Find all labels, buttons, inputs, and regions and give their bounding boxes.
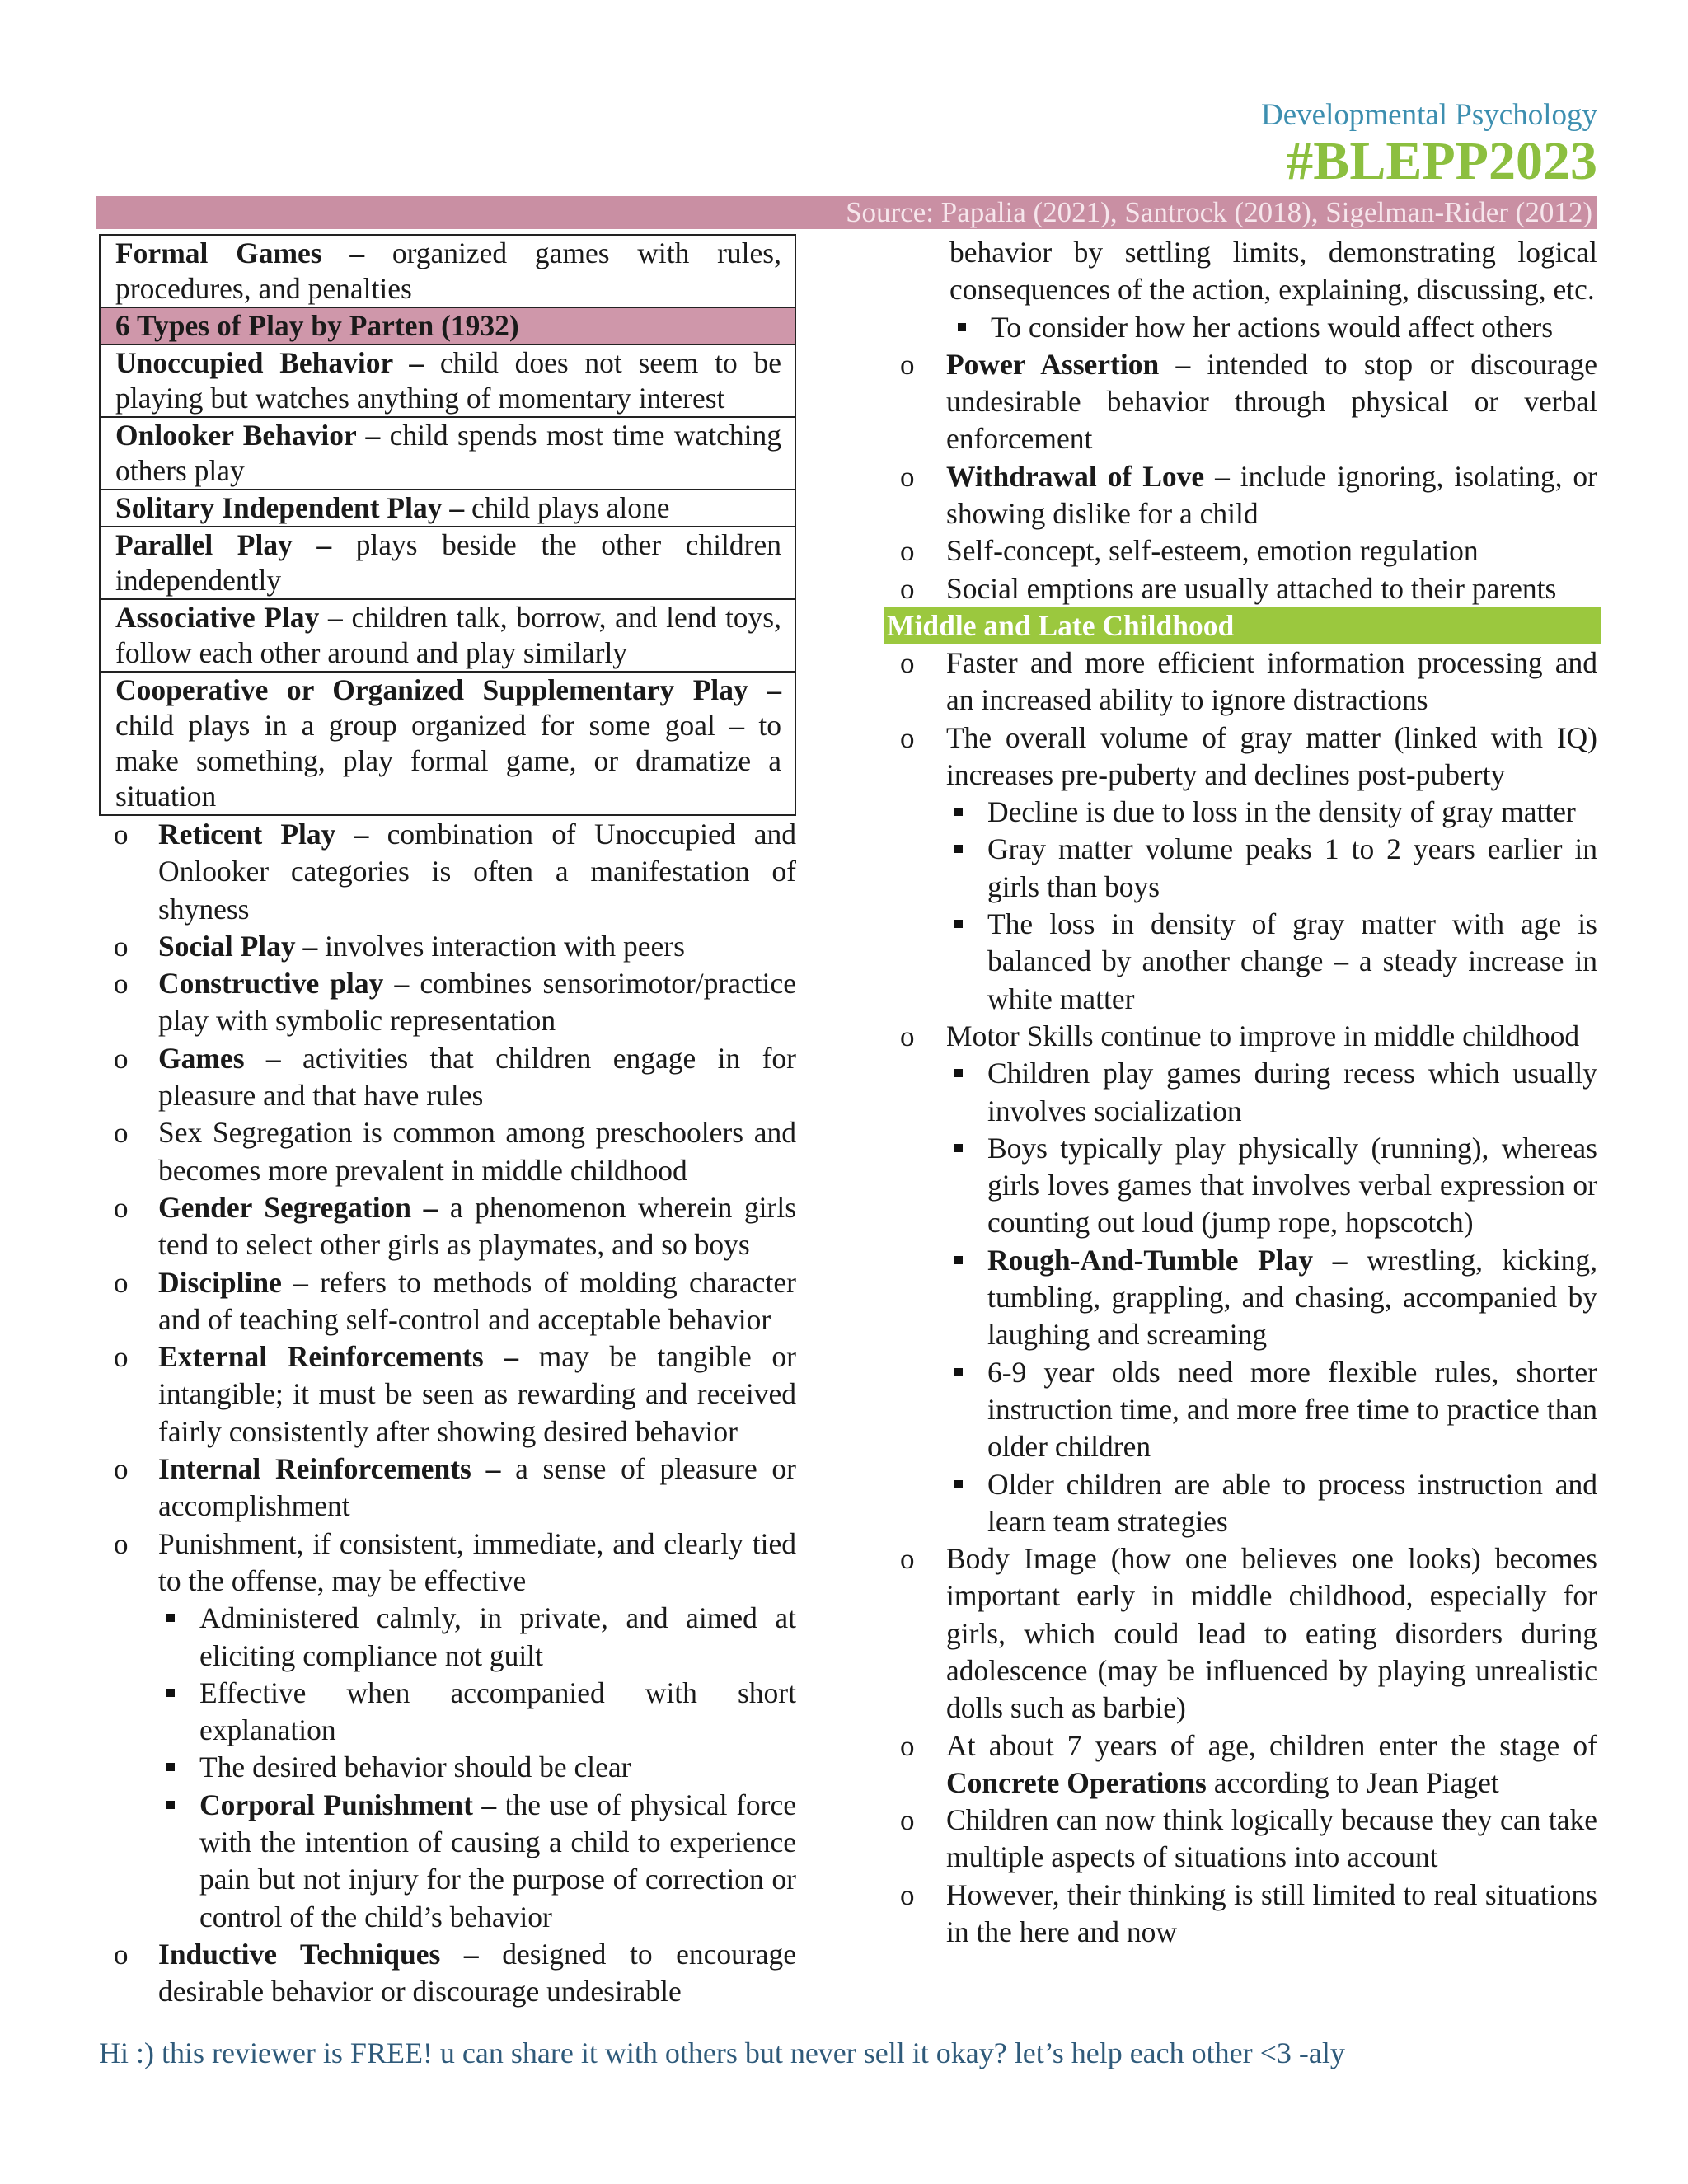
continued-sublist	[950, 309, 1597, 346]
table-row: Formal Games – organized games with rules, procedures, and penalties	[100, 235, 795, 307]
list-item: o Motor Skills continue to improve in middle childhood Children play games during recess which usually involves socialization Boys typically play physically (running), whereas girls loves games that involves verbal expression or counting out loud (jump rope, hopscotch) Rough-And-Tumble Play – wrestling, kicking, tumbling, grappling, and chasing, accompanied by laughing and screaming 6-9 year olds need more flexible rules, shorter instruction time, and more free time to practice than older children Older children are able to process instruction and learn team strategies	[887, 1018, 1597, 1540]
left-column	[99, 234, 796, 2011]
gray-matter-sublist	[946, 794, 1597, 1018]
definition: children talk, borrow, and lend toys, follow each other around and play similarly	[115, 601, 781, 669]
list-item: o Faster and more efficient information processing and an increased ability to ignore distractions	[887, 644, 1597, 719]
list-item: o Power Assertion – intended to stop or discourage undesirable behavior through physical or verbal enforcement	[887, 346, 1597, 458]
term: Associative Play	[115, 601, 320, 634]
footer-note: Hi :) this reviewer is FREE! u can share it with others but never sell it okay? let’s help each other <3 -aly	[99, 2036, 1345, 2069]
definition: organized games with rules, procedures, and penalties	[115, 237, 781, 305]
document-tag: #BLEPP2023	[1286, 131, 1597, 191]
list-item: o Games – activities that children engage in for pleasure and that have rules	[99, 1040, 796, 1115]
list-item: o Children can now think logically because they can take multiple aspects of situations into account	[887, 1802, 1597, 1877]
table-row: Unoccupied Behavior – child does not seem to be playing but watches anything of momentary interest	[100, 344, 795, 417]
play-types-table	[99, 234, 796, 816]
list-item: o The overall volume of gray matter (linked with IQ) increases pre-puberty and declines post-puberty Decline is due to loss in the density of gray matter Gray matter volume peaks 1 to 2 years earlier in girls than boys The loss in density of gray matter with age is balanced by another change – a steady increase in white matter	[887, 719, 1597, 1018]
term: Formal Games	[115, 237, 322, 269]
list-item: Corporal Punishment – the use of physical force with the intention of causing a child to experience pain but not injury for the purpose of correction or control of the child’s behavior	[158, 1787, 796, 1936]
motor-skills-sublist	[946, 1055, 1597, 1540]
list-item: Children play games during recess which usually involves socialization	[946, 1055, 1597, 1130]
term: Parallel Play	[115, 528, 293, 561]
document-subject: Developmental Psychology	[1261, 98, 1597, 132]
list-item: Boys typically play physically (running), whereas girls loves games that involves verbal expression or counting out loud (jump rope, hopscotch)	[946, 1130, 1597, 1242]
list-item: The desired behavior should be clear	[158, 1749, 796, 1786]
definition: child plays in a group organized for some goal – to make something, play formal game, or dramatize a situation	[115, 709, 781, 813]
list-item: o External Reinforcements – may be tangible or intangible; it must be seen as rewarding and received fairly consistently after showing desired behavior	[99, 1338, 796, 1451]
list-item: o Internal Reinforcements – a sense of pleasure or accomplishment	[99, 1451, 796, 1526]
term: Onlooker Behavior	[115, 419, 357, 452]
list-item: o Withdrawal of Love – include ignoring, isolating, or showing dislike for a child	[887, 458, 1597, 533]
table-row: Parallel Play – plays beside the other children independently	[100, 527, 795, 599]
right-column	[887, 234, 1597, 1951]
table-heading: 6 Types of Play by Parten (1932)	[115, 309, 519, 342]
list-item: o Self-concept, self-esteem, emotion regulation	[887, 532, 1597, 569]
list-item: o Sex Segregation is common among preschoolers and becomes more prevalent in middle childhood	[99, 1114, 796, 1189]
continued-text: behavior by settling limits, demonstrating logical consequences of the action, explaining, discussing, etc.	[950, 236, 1597, 307]
list-item: o At about 7 years of age, children enter the stage of Concrete Operations according to Jean Piaget	[887, 1727, 1597, 1802]
list-item: Decline is due to loss in the density of gray matter	[946, 794, 1597, 831]
list-item: Rough-And-Tumble Play – wrestling, kicking, tumbling, grappling, and chasing, accompanied by laughing and screaming	[946, 1242, 1597, 1354]
list-item: o However, their thinking is still limited to real situations in the here and now	[887, 1877, 1597, 1952]
list-item: o Inductive Techniques – designed to encourage desirable behavior or discourage undesirable	[99, 1936, 796, 2011]
source-banner: Source: Papalia (2021), Santrock (2018), Sigelman-Rider (2012)	[96, 196, 1597, 229]
section-heading: Middle and Late Childhood	[884, 607, 1601, 644]
discipline-list	[887, 346, 1597, 607]
table-row: Onlooker Behavior – child spends most time watching others play	[100, 417, 795, 490]
list-item: Older children are able to process instruction and learn team strategies	[946, 1466, 1597, 1541]
list-item: o Discipline – refers to methods of molding character and of teaching self-control and acceptable behavior	[99, 1264, 796, 1339]
list-item: o Social Play – involves interaction with peers	[99, 928, 796, 965]
list-item: To consider how her actions would affect others	[950, 309, 1597, 346]
list-item: o Gender Segregation – a phenomenon wherein girls tend to select other girls as playmates, and so boys	[99, 1189, 796, 1264]
list-item: o Reticent Play – combination of Unoccupied and Onlooker categories is often a manifestation of shyness	[99, 816, 796, 928]
list-item: o Constructive play – combines sensorimotor/practice play with symbolic representation	[99, 965, 796, 1040]
term: Unoccupied Behavior	[115, 346, 393, 379]
left-bullet-list	[99, 816, 796, 2011]
list-item: Administered calmly, in private, and aimed at eliciting compliance not guilt	[158, 1600, 796, 1675]
term: Solitary Independent Play	[115, 491, 443, 524]
definition: child plays alone	[471, 491, 670, 524]
term: Cooperative or Organized Supplementary Play	[115, 673, 748, 706]
list-item: The loss in density of gray matter with age is balanced by another change – a steady increase in white matter	[946, 906, 1597, 1018]
list-item: Effective when accompanied with short explanation	[158, 1675, 796, 1750]
table-row: Cooperative or Organized Supplementary Play – child plays in a group organized for some goal – to make something, play formal game, or dramatize a situation	[100, 672, 795, 815]
list-item: o Punishment, if consistent, immediate, and clearly tied to the offense, may be effective Administered calmly, in private, and aimed at eliciting compliance not guilt Effective when accompanied with short explanation The desired behavior should be clear Corporal Punishment – the use of physical force with the intention of causing a child to experience pain but not injury for the purpose of correction or control of the child’s behavior	[99, 1526, 796, 1936]
table-row: Solitary Independent Play – child plays alone	[100, 490, 795, 527]
list-item: Gray matter volume peaks 1 to 2 years earlier in girls than boys	[946, 831, 1597, 906]
list-item: o Body Image (how one believes one looks) becomes important early in middle childhood, especially for girls, which could lead to eating disorders during adolescence (may be influenced by playing unrealistic dolls such as barbie)	[887, 1540, 1597, 1727]
table-row: Associative Play – children talk, borrow, and lend toys, follow each other around and play similarly	[100, 599, 795, 672]
list-item: o Social emptions are usually attached to their parents	[887, 570, 1597, 607]
punishment-sublist	[158, 1600, 796, 1936]
definition: plays beside the other children independently	[115, 528, 781, 597]
table-heading-row	[100, 307, 795, 344]
middle-childhood-list	[887, 644, 1597, 1951]
list-item: 6-9 year olds need more flexible rules, shorter instruction time, and more free time to practice than older children	[946, 1354, 1597, 1466]
definition: child does not seem to be playing but watches anything of momentary interest	[115, 346, 781, 415]
definition: child spends most time watching others play	[115, 419, 781, 487]
